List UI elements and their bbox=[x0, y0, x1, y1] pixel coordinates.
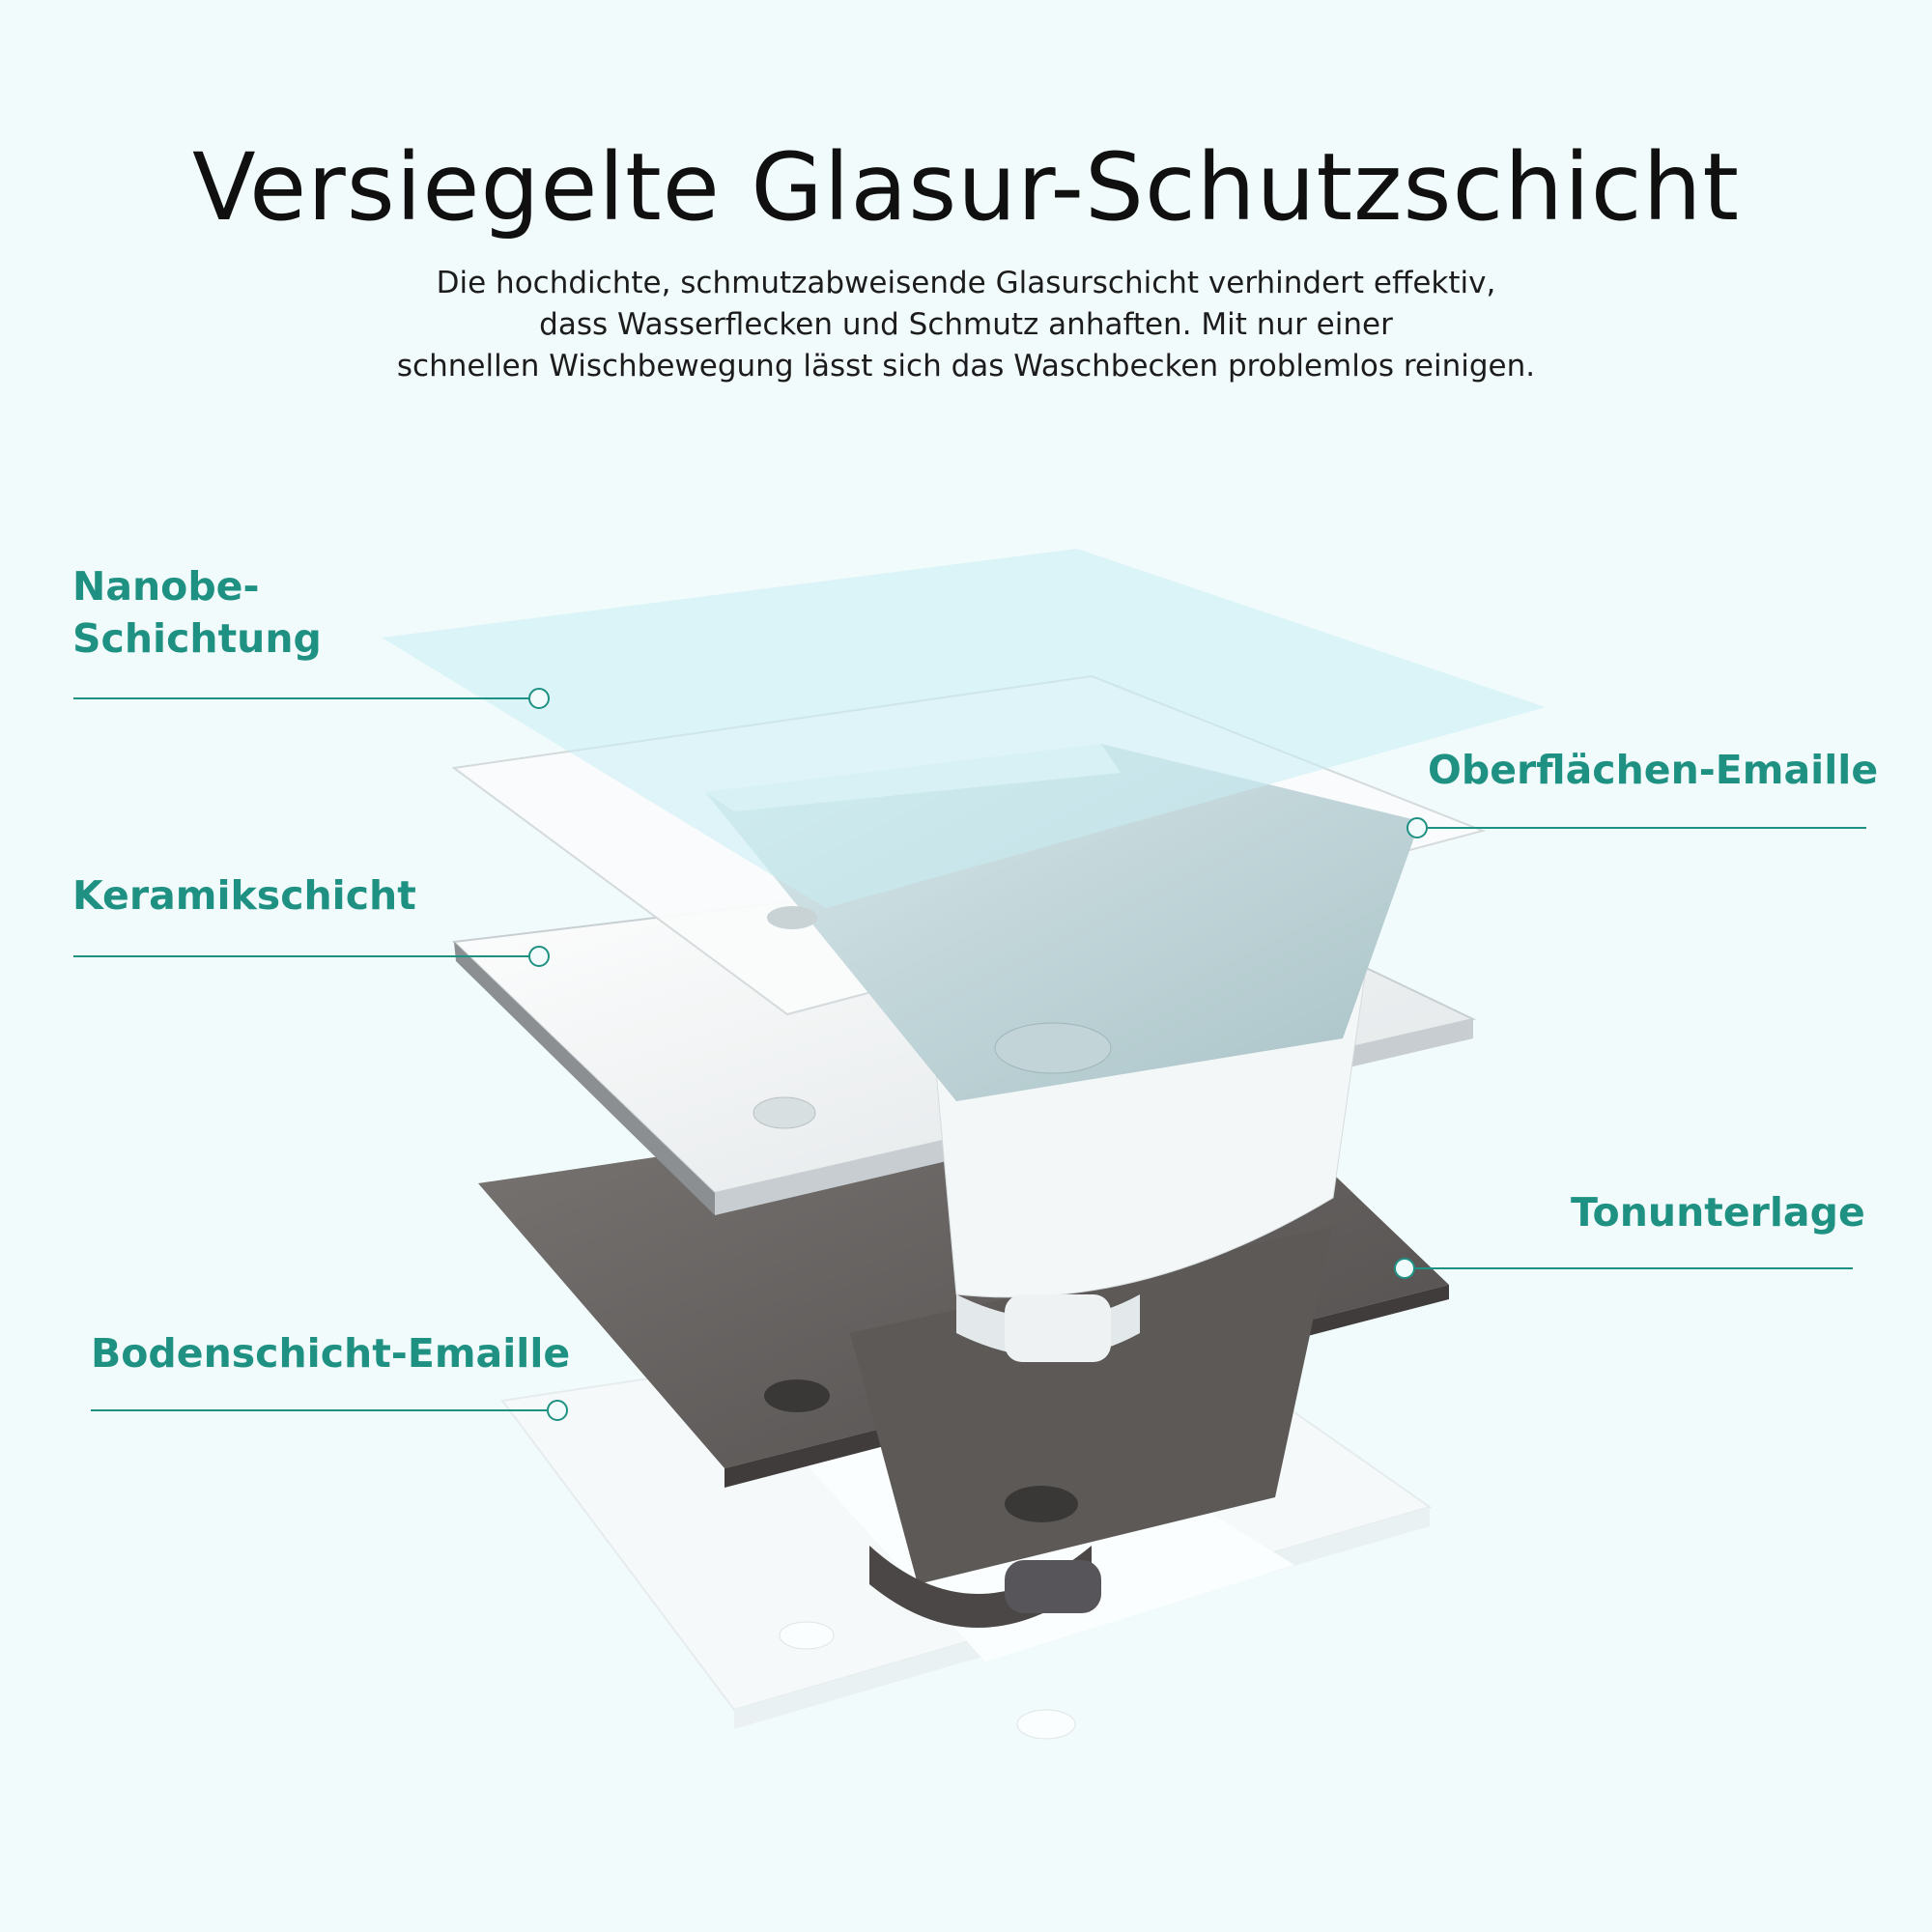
label-bottom-enamel: Bodenschicht-Emaille bbox=[91, 1330, 571, 1377]
description-line-3: schnellen Wischbewegung lässt sich das Waschbecken problemlos reinigen. bbox=[396, 349, 1536, 384]
label-nano-line-1: Nanobe- bbox=[72, 563, 260, 610]
callout-dot-bottom bbox=[548, 1401, 567, 1420]
label-clay-base: Tonunterlage bbox=[1571, 1189, 1865, 1236]
label-surface-enamel: Oberflächen-Emaille bbox=[1428, 747, 1879, 793]
callout-dot-nano bbox=[529, 689, 549, 708]
callout-dot-surface bbox=[1407, 818, 1427, 838]
label-nano-line-2: Schichtung bbox=[72, 615, 322, 662]
page-title: Versiegelte Glasur-Schutzschicht bbox=[191, 133, 1741, 242]
label-nano-coating bbox=[72, 560, 322, 665]
callout-dot-ceramic bbox=[529, 947, 549, 966]
label-ceramic-layer: Keramikschicht bbox=[72, 872, 416, 919]
description-line-2: dass Wasserflecken und Schmutz anhaften. Mit nur einer bbox=[539, 307, 1393, 342]
description-line-1: Die hochdichte, schmutzabweisende Glasurschicht verhindert effektiv, bbox=[436, 266, 1496, 300]
callout-dot-clay bbox=[1395, 1259, 1414, 1278]
